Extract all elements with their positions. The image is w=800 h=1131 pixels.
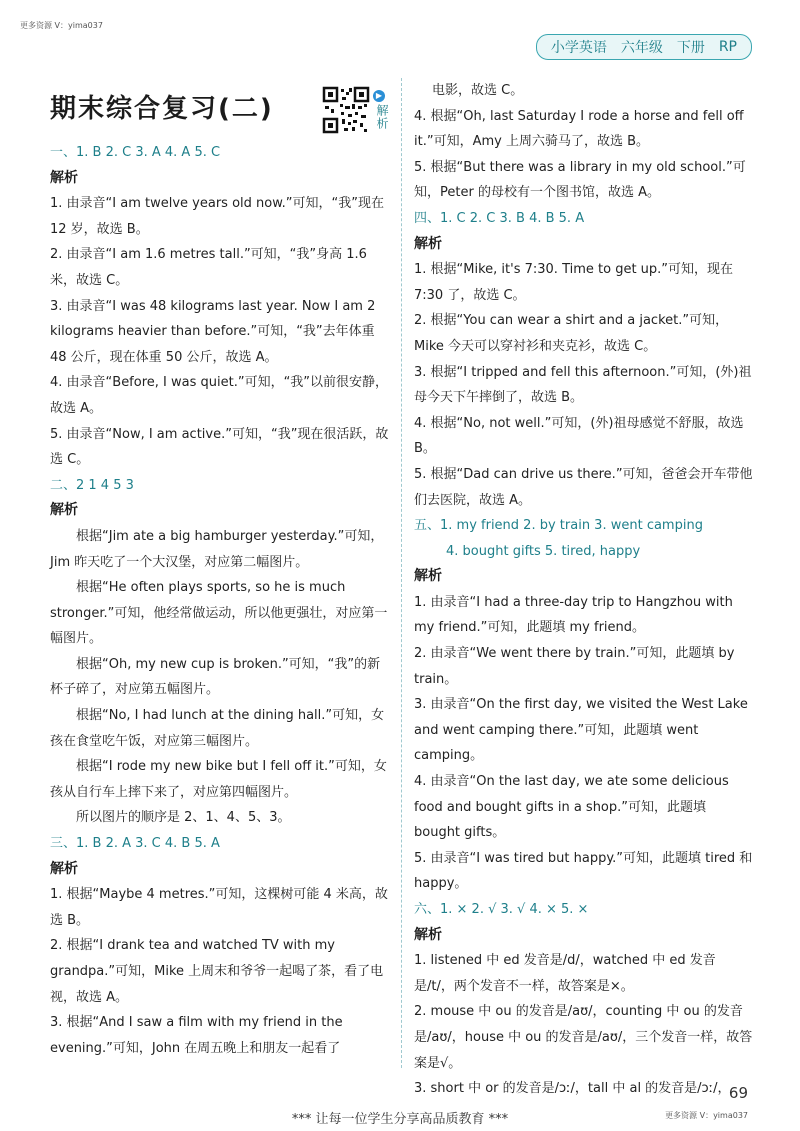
answer-key-line: 三、1. B 2. A 3. C 4. B 5. A bbox=[50, 836, 220, 852]
analysis-item: 2. 根据“You can wear a shirt and a jacket.”可知，Mike 今天可以穿衬衫和夹克衫，故选 C。 bbox=[414, 313, 729, 354]
answer-key-line: 二、2 1 4 5 3 bbox=[50, 477, 134, 493]
answer-key-line: 四、1. C 2. C 3. B 4. B 5. A bbox=[414, 210, 585, 226]
analysis-item: 5. 根据“Dad can drive us there.”可知，爸爸会开车带他们去医院，故选 A。 bbox=[414, 466, 753, 508]
analysis-heading: 解析 bbox=[414, 568, 442, 585]
analysis-item: 3. 由录音“I was 48 kilograms last year. Now I am 2 kilograms heavier than before.”可知，“我”去年体重 48 公斤，现在体重 50 公斤，故选 A。 bbox=[50, 298, 376, 365]
analysis-item: 4. 由录音“Before, I was quiet.”可知，“我”以前很安静，故选 A。 bbox=[50, 375, 389, 416]
page-number: 69 bbox=[728, 1084, 748, 1102]
top-note: 更多资源 V：yima037 bbox=[20, 21, 103, 30]
analysis-item: 3. 根据“And I saw a film with my friend in the evening.”可知，John 在周五晚上和朋友一起看了 bbox=[50, 1015, 343, 1056]
analysis-paragraph: 所以图片的顺序是 2、1、4、5、3。 bbox=[76, 810, 291, 826]
qr-code-icon[interactable] bbox=[322, 86, 370, 134]
analysis-paragraph: 根据“He often plays sports, so he is much stronger.”可知，他经常做运动，所以他更强壮，对应第一幅图片。 bbox=[50, 580, 388, 647]
answer-key-line: 六、1. × 2. √ 3. √ 4. × 5. × bbox=[414, 902, 589, 917]
analysis-heading: 解析 bbox=[50, 502, 78, 519]
analysis-heading: 解析 bbox=[50, 169, 78, 186]
analysis-heading: 解析 bbox=[414, 926, 442, 943]
answer-key-line: 一、1. B 2. C 3. A 4. A 5. C bbox=[50, 145, 221, 160]
subject-label: 小学英语 bbox=[550, 40, 607, 56]
answer-key-line: 五、1. my friend 2. by train 3. went camping bbox=[414, 518, 703, 534]
analysis-item: 5. 由录音“Now, I am active.”可知，“我”现在很活跃，故选 C。 bbox=[50, 426, 389, 468]
analysis-item: 2. mouse 中 ou 的发音是/aʊ/，counting 中 ou 的发音是/aʊ/，house 中 ou 的发音是/aʊ/，三个发音一样，故答案是√。 bbox=[414, 1004, 753, 1071]
analysis-item: 2. 由录音“We went there by train.”可知，此题填 by train。 bbox=[414, 646, 735, 687]
analysis-item: 1. 由录音“I had a three-day trip to Hangzhou with my friend.”可知，此题填 my friend。 bbox=[414, 594, 733, 636]
analysis-item: 1. 根据“Maybe 4 metres.”可知，这棵树可能 4 米高，故选 B。 bbox=[50, 887, 388, 928]
page-title-block bbox=[50, 88, 274, 125]
analysis-item: 3. short 中 or 的发音是/ɔː/，tall 中 al 的发音是/ɔː/， bbox=[414, 1081, 731, 1097]
footer-slogan: *** 让每一位学生分享高品质教育 *** bbox=[291, 1112, 509, 1127]
analysis-item: 4. 根据“Oh, last Saturday I rode a horse and fell off it.”可知，Amy 上周六骑马了，故选 B。 bbox=[414, 108, 744, 150]
left-column bbox=[50, 140, 390, 1061]
analysis-item: 2. 由录音“I am 1.6 metres tall.”可知，“我”身高 1.6 米，故选 C。 bbox=[50, 247, 367, 288]
analysis-item: 1. 由录音“I am twelve years old now.”可知，“我”现在 12 岁，故选 B。 bbox=[50, 196, 384, 237]
book-info-tag bbox=[536, 34, 752, 60]
right-column bbox=[414, 78, 754, 1102]
analysis-paragraph: 根据“I rode my new bike but I fell off it.”可知，女孩从自行车上摔下来了，对应第四幅图片。 bbox=[50, 759, 387, 800]
bottom-note: 更多资源 V：yima037 bbox=[665, 1111, 748, 1120]
analysis-heading: 解析 bbox=[50, 860, 78, 877]
analysis-item: 1. 根据“Mike, it's 7:30. Time to get up.”可知，现在 7:30 了，故选 C。 bbox=[414, 262, 734, 303]
grade-label: 六年级 bbox=[620, 40, 663, 56]
answer-key-line: 4. bought gifts 5. tired, happy bbox=[446, 543, 641, 559]
analysis-heading: 解析 bbox=[414, 235, 442, 252]
analysis-item: 4. 由录音“On the last day, we ate some delicious food and bought gifts in a shop.”可知，此题填 bought gifts。 bbox=[414, 774, 729, 841]
analysis-item: 5. 由录音“I was tired but happy.”可知，此题填 tired 和 happy。 bbox=[414, 850, 753, 892]
analysis-item: 2. 根据“I drank tea and watched TV with my grandpa.”可知，Mike 上周末和爷爷一起喝了茶，看了电视，故选 A。 bbox=[50, 938, 384, 1005]
page-title: 期末综合复习(二) bbox=[50, 94, 274, 124]
analysis-paragraph: 根据“Oh, my new cup is broken.”可知，“我”的新杯子碎了，对应第五幅图片。 bbox=[50, 656, 381, 698]
analysis-item: 5. 根据“But there was a library in my old school.”可知，Peter 的母校有一个图书馆，故选 A。 bbox=[414, 159, 746, 201]
volume-label: 下册 bbox=[676, 40, 705, 56]
edition-label: RP bbox=[718, 39, 737, 55]
column-divider bbox=[401, 78, 402, 1068]
qr-side-label: 解析 bbox=[375, 104, 389, 130]
analysis-item: 3. 根据“I tripped and fell this afternoon.”可知，(外)祖母今天下午摔倒了，故选 B。 bbox=[414, 364, 752, 406]
analysis-continuation: 电影，故选 C。 bbox=[432, 83, 524, 98]
analysis-item: 4. 根据“No, not well.”可知，(外)祖母感觉不舒服，故选 B。 bbox=[414, 415, 744, 457]
play-icon[interactable]: ▶ bbox=[373, 90, 385, 102]
analysis-paragraph: 根据“Jim ate a big hamburger yesterday.”可知，Jim 昨天吃了一个大汉堡，对应第二幅图片。 bbox=[50, 528, 384, 570]
analysis-paragraph: 根据“No, I had lunch at the dining hall.”可知，女孩在食堂吃午饭，对应第三幅图片。 bbox=[50, 708, 385, 749]
analysis-item: 1. listened 中 ed 发音是/d/，watched 中 ed 发音是/t/，两个发音不一样，故答案是×。 bbox=[414, 953, 716, 994]
analysis-item: 3. 由录音“On the first day, we visited the West Lake and went camping there.”可知，此题填 went camping。 bbox=[414, 697, 748, 764]
